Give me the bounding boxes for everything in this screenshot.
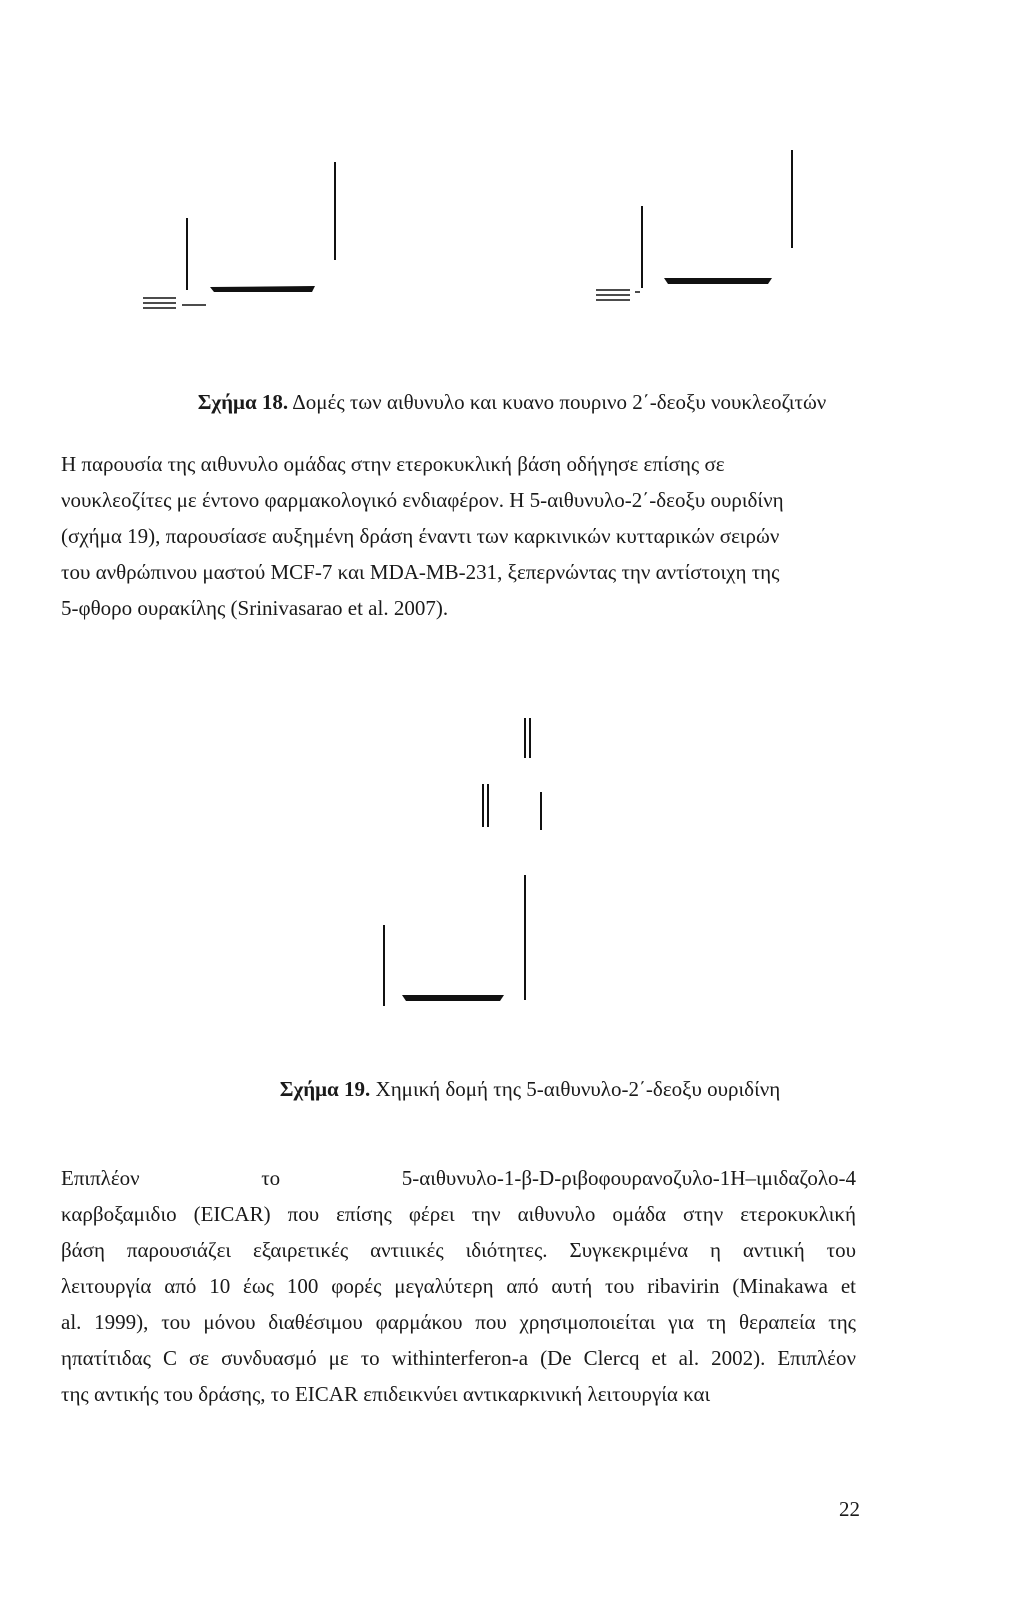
paragraph-1-line: νουκλεοζίτες με έντονο φαρμακολογικό ενδιαφέρον. Η 5-αιθυνυλο-2΄-δεοξυ ουριδίνη (61, 488, 784, 512)
paragraph-1-line: 5-φθορο ουρακίλης (Srinivasarao et al. 2007). (61, 596, 449, 620)
paragraph-2-line: Επιπλέον το 5-αιθυνυλο-1-β-D-ριβοφουρανοζυλο-1H–ιμιδαζολο-4 (61, 1166, 856, 1190)
figure-19-structure (370, 700, 550, 1020)
figure-18-label: Σχήμα 18. (197, 390, 289, 414)
paragraph-2-line: al. 1999), του μόνου διαθέσιμου φαρμάκου που χρησιμοποιείται για τη θεραπεία της (61, 1310, 856, 1334)
paragraph-1-line: Η παρουσία της αιθυνυλο ομάδας στην ετεροκυκλική βάση οδήγησε επίσης σε (61, 452, 725, 476)
paragraph-2 (61, 1160, 856, 1412)
paragraph-2-line: καρβοξαμιδιο (EICAR) που επίσης φέρει την αιθυνυλο ομάδα στην ετεροκυκλική (61, 1202, 856, 1226)
paragraph-1 (61, 446, 856, 626)
paragraph-2-line: ηπατίτιδας C σε συνδυασμό με το withinterferon-a (De Clercq et al. 2002). Επιπλέον (61, 1346, 856, 1370)
paragraph-1-line: του ανθρώπινου μαστού MCF-7 και MDA-MB-231, ξεπερνώντας την αντίστοιχη της (61, 560, 780, 584)
figure-18-structures (130, 140, 810, 330)
page-number: 22 (839, 1497, 860, 1521)
figure-19-caption-text: Χημική δομή της 5-αιθυνυλο-2΄-δεοξυ ουριδίνη (375, 1077, 781, 1101)
paragraph-2-line: της αντικής του δράσης, το EICAR επιδεικνύει αντικαρκινική λειτουργία και (61, 1382, 711, 1406)
figure-18-caption-text: Δομές των αιθυνυλο και κυανο πουρινο 2΄-δεοξυ νουκλεοζιτών (292, 390, 827, 414)
figure-18-caption (0, 389, 1024, 415)
paragraph-2-line: βάση παρουσιάζει εξαιρετικές αντιιικές ιδιότητες. Συγκεκριμένα η αντιική του (61, 1238, 856, 1262)
figure-19-label: Σχήμα 19. (279, 1077, 371, 1101)
paragraph-2-line: λειτουργία από 10 έως 100 φορές μεγαλύτερη από αυτή του ribavirin (Minakawa et (61, 1274, 856, 1298)
paragraph-1-line: (σχήμα 19), παρουσίασε αυξημένη δράση έναντι των καρκινικών κυτταρικών σειρών (61, 524, 780, 548)
figure-19-caption (0, 1076, 1024, 1102)
